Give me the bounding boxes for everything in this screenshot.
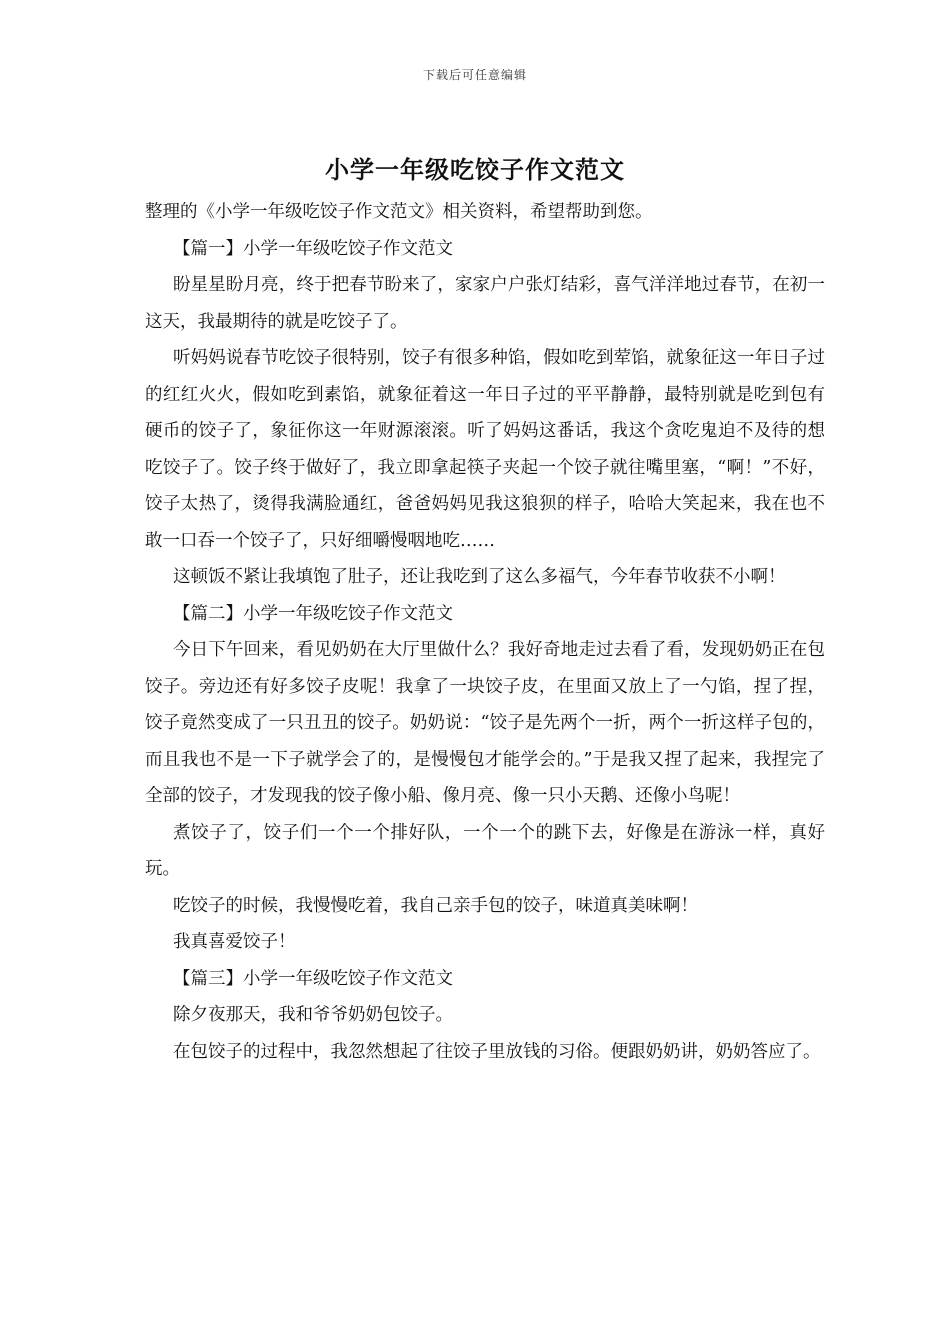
paragraph: 我真喜爱饺子！	[173, 932, 296, 952]
paragraph: 在包饺子的过程中，我忽然想起了往饺子里放钱的习俗。便跟奶奶讲，奶奶答应了。	[173, 1041, 821, 1062]
document-body	[145, 194, 825, 1070]
paragraph: 除夕夜那天，我和爷爷奶奶包饺子。	[173, 1005, 453, 1025]
paragraph: 这顿饭不紧让我填饱了肚子，还让我吃到了这么多福气，今年春节收获不小啊！	[173, 567, 786, 587]
paragraph: 今日下午回来，看见奶奶在大厅里做什么？我好奇地走过去看了看，发现奶奶正在包饺子。旁边还有好多饺子皮呢！我拿了一块饺子皮，在里面又放上了一勺馅，捏了捏，饺子竟然变成了一只丑丑的饺子。奶奶说：“饺子是先两个一折，两个一折这样子包的，而且我也不是一下子就学会了的，是慢慢包才能学会的。”于是我又捏了起来，我捏完了全部的饺子，才发现我的饺子像小船、像月亮、像一只小天鹅、还像小鸟呢！	[145, 640, 825, 806]
section-heading-3: 【篇三】小学一年级吃饺子作文范文	[173, 968, 453, 989]
page-title: 小学一年级吃饺子作文范文	[325, 155, 625, 184]
intro-paragraph: 整理的《小学一年级吃饺子作文范文》相关资料，希望帮助到您。	[145, 202, 653, 222]
header-note: 下载后可任意编辑	[422, 68, 527, 82]
paragraph: 盼星星盼月亮，终于把春节盼来了，家家户户张灯结彩，喜气洋洋地过春节，在初一这天，我最期待的就是吃饺子了。	[145, 275, 825, 332]
section-heading-2: 【篇二】小学一年级吃饺子作文范文	[173, 603, 453, 624]
paragraph: 听妈妈说春节吃饺子很特别，饺子有很多种馅，假如吃到荤馅，就象征这一年日子过的红红火火，假如吃到素馅，就象征着这一年日子过的平平静静，最特别就是吃到包有硬币的饺子了，象征你这一年财源滚滚。听了妈妈这番话，我这个贪吃鬼迫不及待的想吃饺子了。饺子终于做好了，我立即拿起筷子夹起一个饺子就往嘴里塞，“啊！”不好，饺子太热了，烫得我满脸通红，爸爸妈妈见我这狼狈的样子，哈哈大笑起来，我在也不敢一口吞一个饺子了，只好细嚼慢咽地吃……	[145, 348, 825, 551]
paragraph: 吃饺子的时候，我慢慢吃着，我自己亲手包的饺子，味道真美味啊！	[173, 895, 698, 916]
paragraph: 煮饺子了，饺子们一个一个排好队，一个一个的跳下去，好像是在游泳一样，真好玩。	[145, 822, 825, 879]
section-heading-1: 【篇一】小学一年级吃饺子作文范文	[173, 238, 453, 259]
